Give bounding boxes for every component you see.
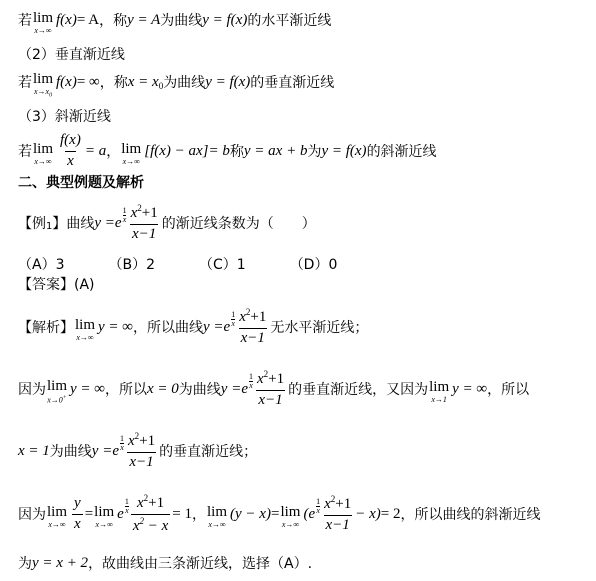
option-d: （D）0	[289, 257, 338, 273]
def-horizontal-asymptote: 若 lim x→∞ f(x) = A ，称 y = A 为曲线 y = f(x) 的水平渐近线	[18, 10, 332, 35]
def-oblique-asymptote: 若 lim x→∞ $\frac{f(x)}{x}$ = a ， lim x→∞ [f(x) − ax] = b 称 y = ax + b 为 y = f(x) 的斜渐近线	[18, 132, 437, 169]
exponential: e 1 x	[114, 205, 127, 231]
text: 若	[18, 13, 32, 29]
example-1-answer: 【答案】(A)	[18, 277, 95, 293]
option-b: （B）2	[108, 257, 155, 273]
limit: lim x→∞	[33, 141, 54, 166]
analysis-line-4: 因为 lim x→∞ $\frac{y}{x}$ = lim x→∞ e 1 x $\frac{x^2+1}{x^2 - x}$ = 1 ， lim x→∞ (y − x) = lim x→∞ (e 1 x $\frac{x^2+1}{x-1}$ − x) = 2 ，所以曲线的斜渐近线	[18, 493, 541, 534]
analysis-line-2: 因为 lim x→0+ y = ∞ ，所以 x = 0 为曲线 y = e 1 x $\frac{x^2+1}{x-1}$ 的垂直渐近线 ，又因为 lim x→1 y = ∞ ，所以	[18, 369, 530, 408]
section-oblique: （3）斜渐近线	[18, 109, 111, 125]
limit: lim x→∞	[121, 141, 142, 166]
option-a: （A）3	[18, 257, 65, 273]
fraction: $\frac{f(x)}{x}$	[60, 132, 81, 169]
analysis-line-5: 为 y = x + 2 ，故曲线由三条渐近线，选择（A）.	[18, 554, 313, 572]
def-vertical-asymptote: 若 lim $x\to x_0$ f(x) = ∞ ，称 x = x 0 为曲线 y = f(x) 的垂直渐近线	[18, 70, 335, 99]
analysis-line-1: 【解析】 lim x→∞ y = ∞ ，所以曲线 y = e 1 x $\frac{x^2+1}{x-1}$ 无水平渐近线；	[18, 307, 369, 346]
section-vertical: （2）垂直渐近线	[18, 47, 125, 63]
heading-examples: 二、典型例题及解析	[18, 175, 144, 191]
analysis-line-3: x = 1 为曲线 y = e 1 x $\frac{x^2+1}{x-1}$ 的垂直渐近线；	[18, 431, 258, 470]
limit: lim x→∞	[33, 10, 54, 35]
limit: lim $x\to x_0$	[33, 70, 54, 99]
option-c: （C）1	[199, 257, 246, 273]
example-1-question: 【例 1 】曲线 y = e 1 x $\frac{x^2+1}{x-1}$ 的渐近线条数为（ ）	[18, 203, 316, 242]
fraction: $\frac{x^2+1}{x-1}$	[130, 203, 158, 242]
